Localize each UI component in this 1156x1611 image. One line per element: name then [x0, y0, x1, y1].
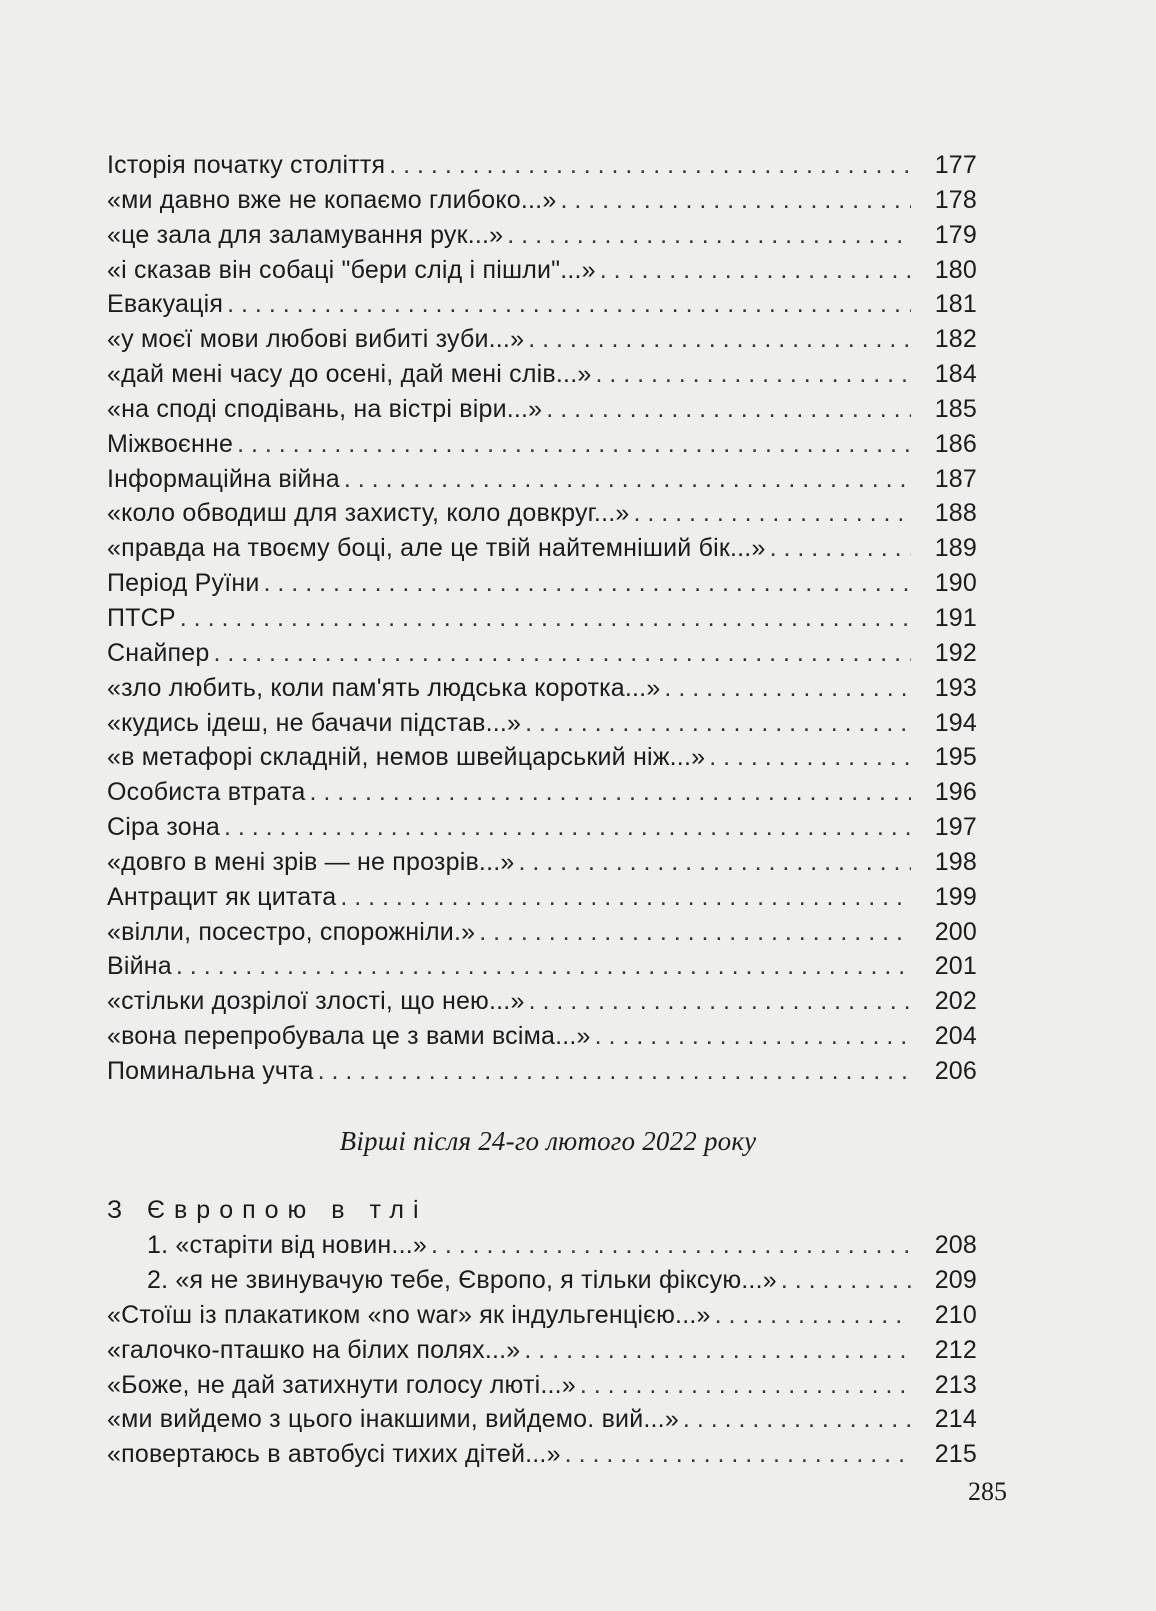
toc-entry	[107, 810, 977, 845]
toc-entry	[107, 740, 977, 775]
dot-leader	[770, 531, 911, 566]
toc-entry	[107, 1368, 977, 1403]
toc-entry-page: 200	[934, 917, 977, 946]
toc-entry-title: «ми давно вже не копаємо глибоко...»	[107, 185, 557, 214]
dot-leader	[264, 566, 911, 601]
toc-entry-title: Поминальна учта	[107, 1056, 314, 1085]
section-heading: Вірші після 24-го лютого 2022 року	[339, 1125, 757, 1156]
dot-leader	[580, 1368, 911, 1403]
toc-entry-page: 182	[934, 325, 977, 354]
toc-entry-title: Особиста втрата	[107, 778, 306, 807]
toc-entry	[107, 949, 977, 984]
toc-entry-title: Евакуація	[107, 290, 224, 319]
toc-entry-title: Період Руїни	[107, 569, 260, 598]
dot-leader	[524, 1333, 911, 1368]
toc-entry-page: 197	[934, 813, 977, 842]
toc-entry-page: 208	[934, 1231, 977, 1260]
toc-entry	[107, 183, 977, 218]
toc-entry-page: 180	[934, 255, 977, 284]
toc-entry-title: Міжвоєнне	[107, 429, 234, 458]
dot-leader	[318, 1054, 911, 1089]
toc-entry-title: Інформаційна війна	[107, 464, 340, 493]
toc-entry-title: «це зала для заламування рук...»	[107, 220, 504, 249]
toc-entry-page: 187	[934, 464, 977, 493]
dot-leader	[180, 601, 911, 636]
toc-entry-page: 189	[934, 534, 977, 563]
toc-entry	[107, 845, 977, 880]
toc-entry-title: «кудись ідеш, не бачачи підстав...»	[107, 708, 522, 737]
toc-entry-title: Антрацит як цитата	[107, 882, 337, 911]
toc-entry-title: «коло обводиш для захисту, коло довкруг...»	[107, 499, 630, 528]
toc-entry-title: 1. «старіти від новин...»	[147, 1231, 427, 1260]
dot-leader	[389, 148, 911, 183]
toc-entry	[107, 775, 977, 810]
toc-entry	[107, 1019, 977, 1054]
toc-entry	[107, 1228, 977, 1263]
toc-entry-page: 181	[934, 290, 977, 319]
toc-entry-title: «Стоїш із плакатиком «no war» як індульгенцією...»	[107, 1300, 711, 1329]
toc-entry-page: 199	[934, 882, 977, 911]
dot-leader	[560, 183, 911, 218]
toc-entry-page: 198	[934, 847, 977, 876]
toc-entry-title: «дай мені часу до осені, дай мені слів...»	[107, 360, 592, 389]
toc-entry	[107, 706, 977, 741]
toc-entry-title: «ми вийдемо з цього інакшими, вийдемо. вий...»	[107, 1405, 679, 1434]
toc-entry	[107, 636, 977, 671]
toc-entry-title: «і сказав він собаці "бери слід і пішли"...»	[107, 255, 596, 284]
toc-entry-title: «у моєї мови любові вибиті зуби...»	[107, 325, 525, 354]
toc-entry	[107, 1263, 977, 1298]
toc-entry-page: 204	[934, 1022, 977, 1051]
dot-leader	[237, 427, 911, 462]
toc-entry	[107, 531, 977, 566]
toc-entry	[107, 671, 977, 706]
toc-entry-page: 215	[934, 1440, 977, 1469]
toc-entry-title: «правда на твоєму боці, але це твій найтемніший бік...»	[107, 534, 766, 563]
table-of-contents	[107, 148, 977, 1472]
dot-leader	[709, 740, 911, 775]
dot-leader	[176, 949, 911, 984]
toc-entry-page: 206	[934, 1056, 977, 1085]
toc-entry	[107, 496, 977, 531]
toc-entry-title: Снайпер	[107, 638, 210, 667]
dot-leader	[600, 253, 911, 288]
dot-leader	[715, 1298, 911, 1333]
toc-entry-page: 213	[934, 1370, 977, 1399]
toc-entry-page: 179	[934, 220, 977, 249]
page-number: 285	[968, 1477, 1007, 1506]
toc-entry	[107, 357, 977, 392]
toc-entry-page: 195	[934, 743, 977, 772]
group-list	[107, 1228, 977, 1298]
toc-entry-title: «вона перепробувала це з вами всіма...»	[107, 1022, 591, 1051]
group-title: З Європою в тлі	[107, 1196, 428, 1225]
dot-leader	[340, 880, 911, 915]
dot-leader	[518, 845, 911, 880]
dot-leader	[309, 775, 911, 810]
toc-entry-page: 185	[934, 394, 977, 423]
toc-entry-title: «на споді сподівань, на вістрі віри...»	[107, 394, 543, 423]
toc-entry-page: 193	[934, 673, 977, 702]
toc-entry-title: Історія початку століття	[107, 151, 386, 179]
toc-entry-page: 214	[934, 1405, 977, 1434]
dot-leader	[633, 496, 911, 531]
toc-entry-page: 177	[934, 151, 977, 179]
toc-entry-title: ПТСР	[107, 603, 176, 632]
toc-entry	[107, 322, 977, 357]
toc-entry	[107, 1333, 977, 1368]
dot-leader	[507, 218, 911, 253]
toc-entry	[107, 462, 977, 497]
dot-leader	[227, 287, 911, 322]
toc-entry-title: «зло любить, коли пам'ять людська коротка...»	[107, 673, 661, 702]
toc-entry-page: 192	[934, 638, 977, 667]
dot-leader	[479, 915, 911, 950]
toc-entry	[107, 218, 977, 253]
toc-entry	[107, 915, 977, 950]
toc-entry-title: 2. «я не звинувачую тебе, Європо, я тільки фіксую...»	[147, 1266, 777, 1294]
toc-entry-title: Війна	[107, 952, 172, 981]
dot-leader	[595, 357, 911, 392]
toc-entry-page: 201	[934, 952, 977, 981]
dot-leader	[683, 1402, 911, 1437]
toc-entry-title: Сіра зона	[107, 813, 220, 842]
toc-entry	[107, 566, 977, 601]
dot-leader	[546, 392, 911, 427]
toc-entry-page: 194	[934, 708, 977, 737]
dot-leader	[431, 1228, 911, 1263]
dot-leader	[565, 1437, 911, 1472]
dot-leader	[528, 322, 911, 357]
toc-entry-page: 210	[934, 1300, 977, 1329]
toc-entry	[107, 148, 977, 183]
toc-entry	[107, 1298, 977, 1333]
toc-entry-page: 184	[934, 360, 977, 389]
toc-entry	[107, 253, 977, 288]
dot-leader	[525, 706, 911, 741]
toc-entry-page: 202	[934, 987, 977, 1016]
spacer	[107, 1089, 977, 1124]
toc-entry-page: 212	[934, 1335, 977, 1364]
toc-entry-title: «стільки дозрілої злості, що нею...»	[107, 987, 525, 1016]
toc-entry-page: 188	[934, 499, 977, 528]
toc-entry	[107, 984, 977, 1019]
dot-leader	[213, 636, 911, 671]
toc-entry	[107, 601, 977, 636]
toc-entry	[107, 392, 977, 427]
toc-entry-page: 209	[934, 1266, 977, 1294]
dot-leader	[529, 984, 911, 1019]
section-list	[107, 1298, 977, 1472]
toc-entry	[107, 1054, 977, 1089]
toc-entry-title: «в метафорі складній, немов швейцарський ніж...»	[107, 743, 706, 772]
toc-entry	[107, 287, 977, 322]
toc-entry-title: «вілли, посестро, спорожніли.»	[107, 917, 476, 946]
dot-leader	[595, 1019, 911, 1054]
dot-leader	[781, 1263, 911, 1298]
dot-leader	[664, 671, 911, 706]
dot-leader	[344, 462, 911, 497]
toc-entry-title: «довго в мені зрів — не прозрів...»	[107, 847, 515, 876]
spacer	[107, 1158, 977, 1193]
toc-entry-page: 190	[934, 569, 977, 598]
toc-entry-title: «галочко-пташко на білих полях...»	[107, 1335, 521, 1364]
toc-entry-page: 186	[934, 429, 977, 458]
toc-list	[107, 148, 977, 1089]
toc-entry	[107, 427, 977, 462]
toc-entry-title: «повертаюсь в автобусі тихих дітей...»	[107, 1440, 561, 1469]
toc-entry-page: 191	[934, 603, 977, 632]
toc-entry	[107, 880, 977, 915]
toc-entry-page: 178	[934, 185, 977, 214]
dot-leader	[224, 810, 911, 845]
toc-entry	[107, 1402, 977, 1437]
toc-entry	[107, 1437, 977, 1472]
toc-entry-title: «Боже, не дай затихнути голосу люті...»	[107, 1370, 576, 1399]
toc-entry-page: 196	[934, 778, 977, 807]
